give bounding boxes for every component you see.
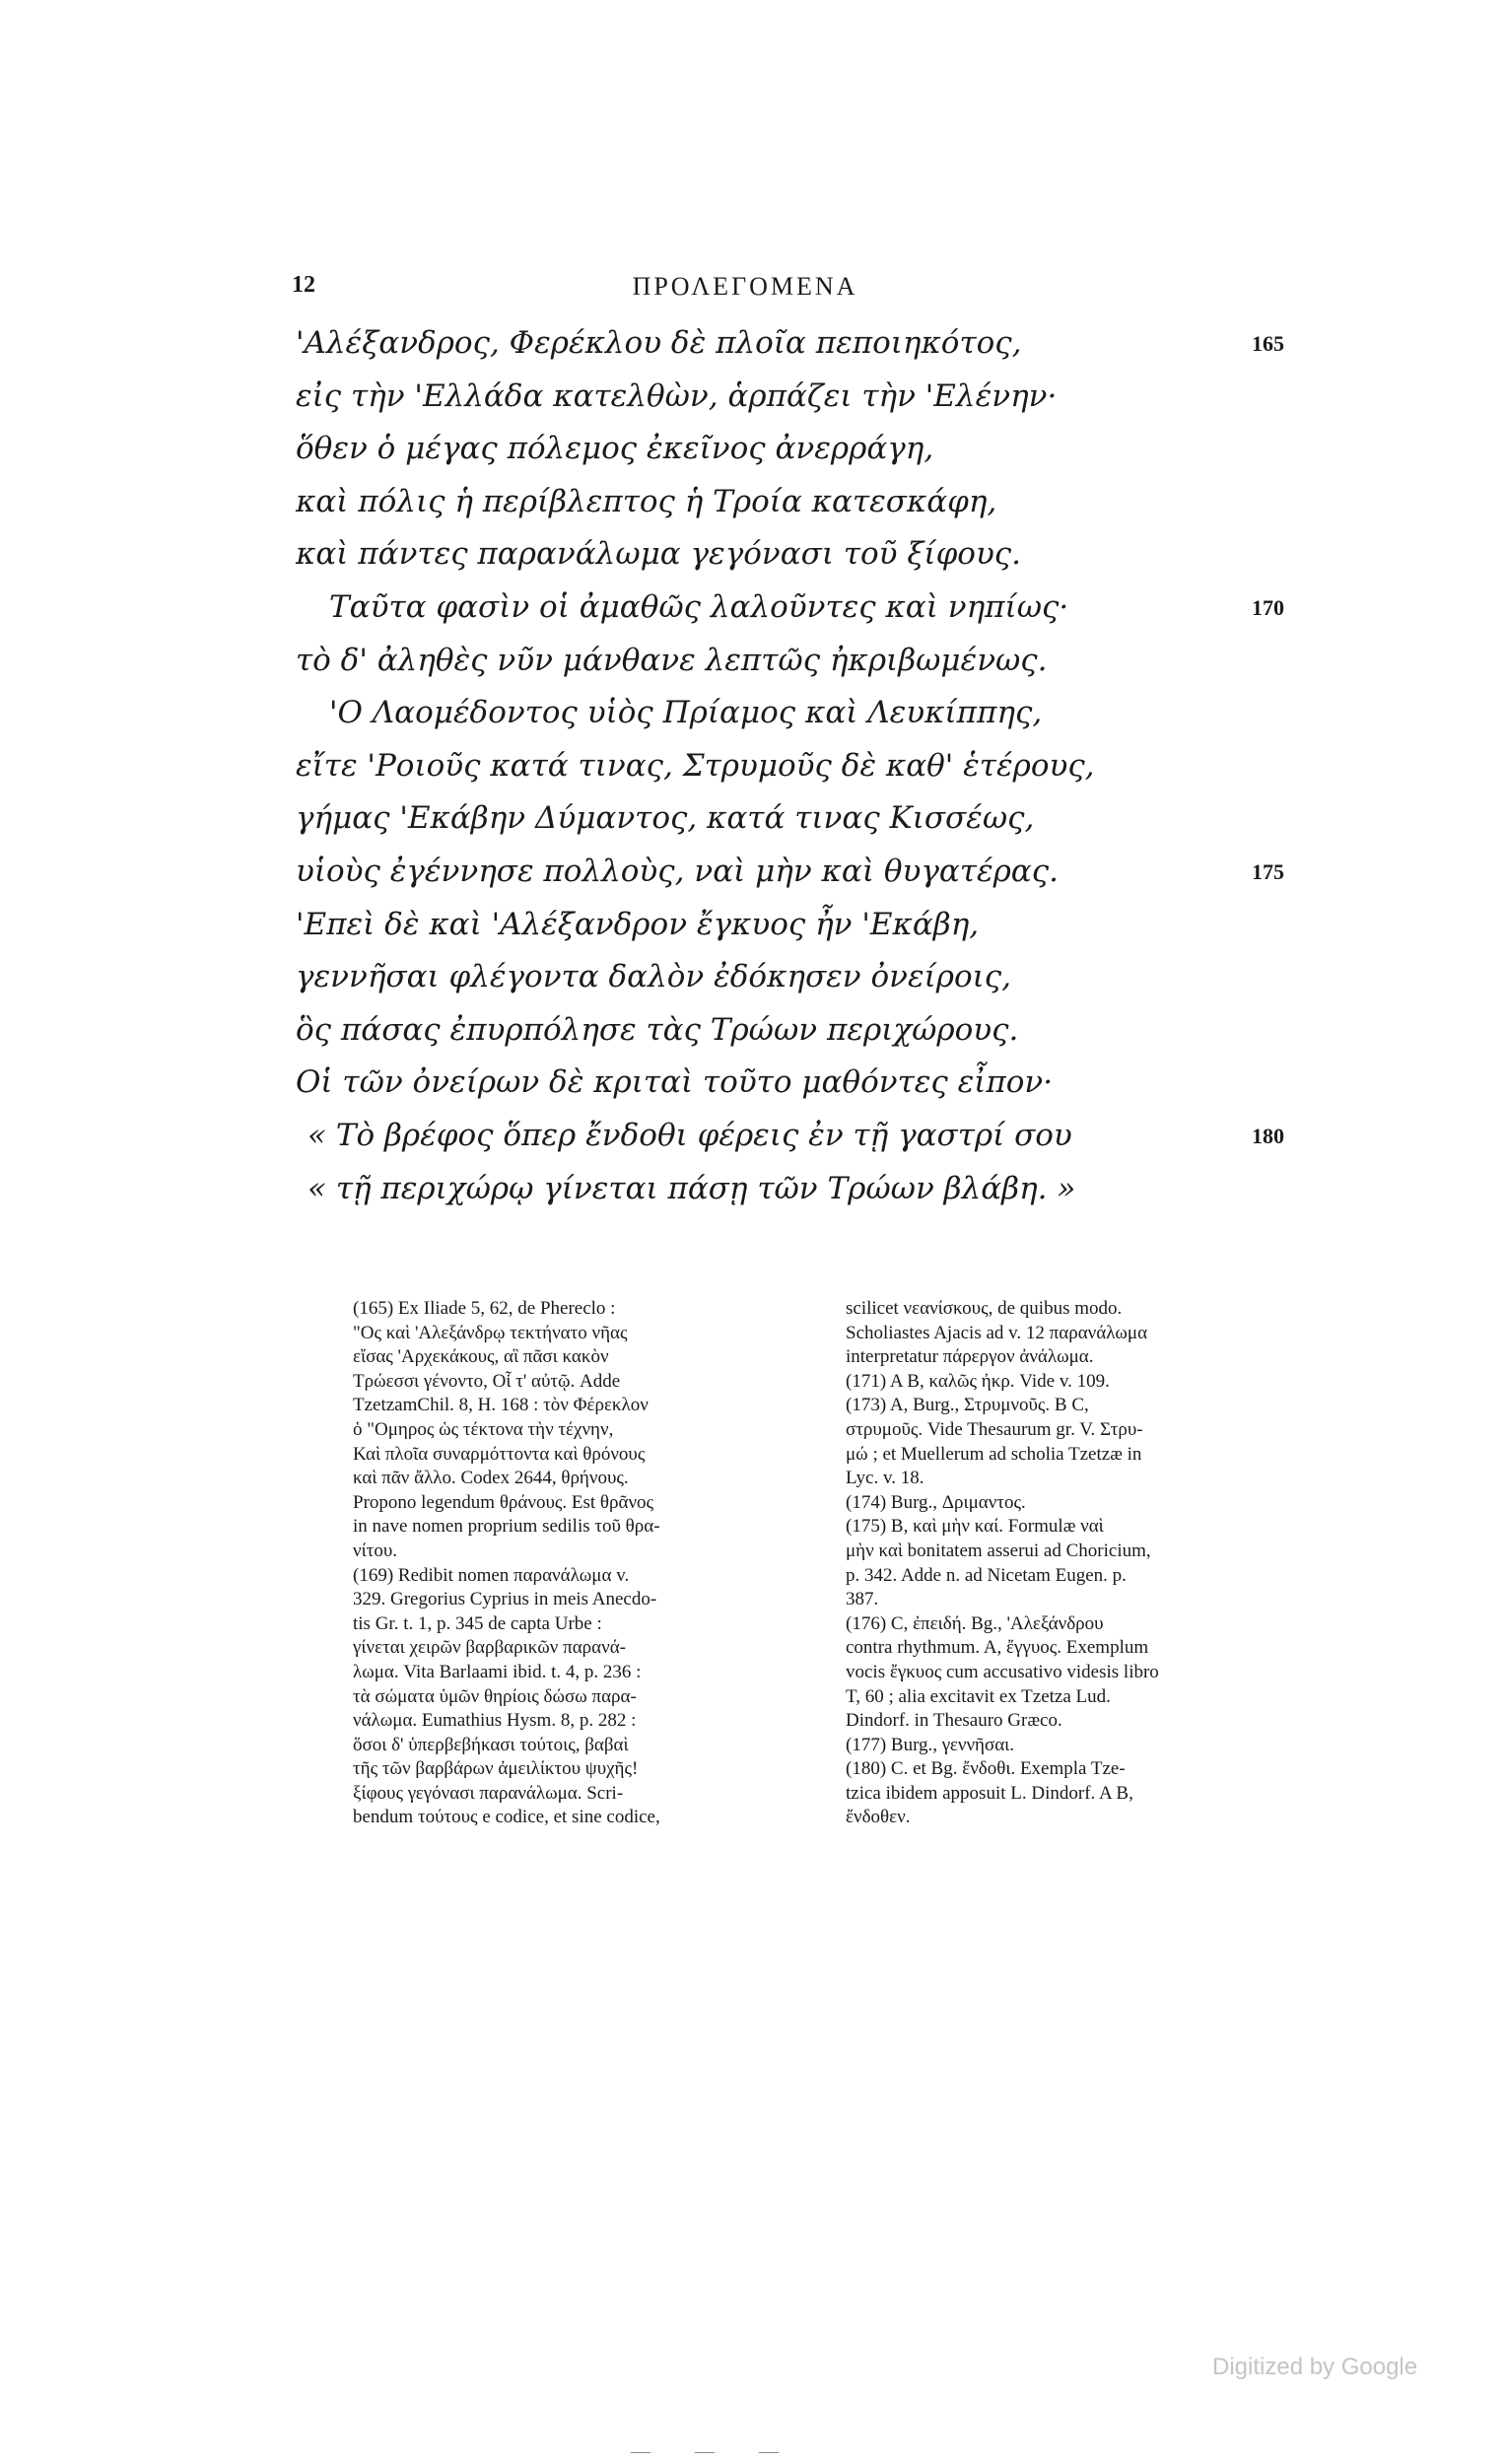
footnote-line: εἴσας 'Αρχεκάκους, αἳ πᾶσι κακὸν [353,1346,609,1368]
verse-line [296,528,1340,582]
footnote-line: bendum τούτους e codice, et sine codice, [353,1807,660,1828]
footnote-line: (169) Redibit nomen παρανάλωμα v. [353,1564,630,1586]
watermark: Digitized by Google [1212,2354,1418,2380]
footnote-line: (174) Burg., Δριμαντος. [846,1491,1026,1513]
footnote-line: Καὶ πλοῖα συναρμόττοντα καὶ θρόνους [353,1443,646,1465]
footnote-line: 387. [846,1589,879,1610]
footnote-line: (176) C, ἐπειδή. Bg., 'Αλεξάνδρου [846,1612,1104,1634]
footnote-line: "Ος καὶ 'Αλεξάνδρῳ τεκτήνατο νῆας [353,1322,628,1343]
footnote-line: (175) B, καὶ μὴν καί. Formulæ ναὶ [846,1516,1104,1538]
footnote-line: (171) A B, καλῶς ἠκρ. Vide v. 109. [846,1370,1110,1392]
footnote-line: scilicet νεανίσκους, de quibus modo. [846,1298,1123,1319]
verse-text: γεννῆσαι φλέγοντα δαλὸν ἐδόκησεν ὀνείροις, [296,959,1012,995]
footnote-line: γίνεται χειρῶν βαρβαρικῶν παρανά- [353,1637,626,1659]
verse-text: 'Ο Λαομέδοντος υἱὸς Πρίαμος καὶ Λευκίππης, [329,695,1043,731]
verse-text: 'Επεὶ δὲ καὶ 'Αλέξανδρον ἔγκυος ἦν 'Εκάβη, [296,906,980,942]
footnote-line: interpretatur πάρεργον ἀνάλωμα. [846,1346,1094,1368]
page-bottom-marks: — — — [631,2440,798,2462]
verse-text: ὅθεν ὁ μέγας πόλεμος ἐκεῖνος ἀνερράγη, [296,431,934,467]
footnote-line: Τρώεσσι γένοντο, Οἷ τ' αὐτῷ. Adde [353,1370,621,1392]
verse-line [296,792,1340,846]
footnote-line: (180) C. et Bg. ἔνδοθι. Exempla Tze- [846,1758,1126,1780]
footnote-line: μὴν καὶ bonitatem asserui ad Choricium, [846,1540,1151,1561]
footnote-line: vocis ἔγκυος cum accusativo videsis libro [846,1661,1159,1682]
verse-text: 'Αλέξανδρος, Φερέκλου δὲ πλοῖα πεποιηκότος, [296,325,1022,361]
footnote-line: ξίφους γεγόνασι παρανάλωμα. Scri- [353,1782,624,1804]
footnote-line: ὅσοι δ' ὑπερβεβήκασι τούτοις, βαβαὶ [353,1734,629,1755]
verse-text: εἴτε 'Ροιοῦς κατά τινας, Στρυμοῦς δὲ καθ' ἑτέρους, [296,747,1095,784]
footnote-line: contra rhythmum. A, ἔγγυος. Exemplum [846,1637,1149,1659]
footnote-line: μώ ; et Muellerum ad scholia Tzetzæ in [846,1443,1142,1465]
verse-line [296,846,1340,899]
footnote-line: ὁ "Ομηρος ὡς τέκτονα τὴν τέχνην, [353,1418,614,1440]
verse-text: καὶ πάντες παρανάλωμα γεγόνασι τοῦ ξίφους. [296,536,1022,573]
line-number: 180 [1252,1123,1284,1148]
footnote-line: νάλωμα. Eumathius Hysm. 8, p. 282 : [353,1710,637,1732]
verse-line [296,371,1340,424]
line-number: 175 [1252,858,1284,884]
footnote-line: στρυμοῦς. Vide Thesaurum gr. V. Στρυ- [846,1418,1143,1440]
verse-text: « Τὸ βρέφος ὅπερ ἔνδοθι φέρεις ἐν τῇ γαστρί σου [308,1117,1072,1153]
verse-line [296,1004,1340,1058]
verse-text: « τῇ περιχώρῳ γίνεται πάσῃ τῶν Τρώων βλάβη. » [308,1170,1076,1206]
footnote-line: tis Gr. t. 1, p. 345 de capta Urbe : [353,1612,602,1634]
footnote-line: TzetzamChil. 8, H. 168 : τὸν Φέρεκλον [353,1395,649,1416]
verse-line [296,635,1340,688]
verse-line [296,740,1340,793]
footnote-line: Propono legendum θράνους. Est θρᾶνος [353,1491,654,1513]
verse-block [296,317,1340,1215]
footnotes-right-column [846,1297,1299,1830]
footnote-line: 329. Gregorius Cyprius in meis Anecdo- [353,1589,657,1610]
verse-text: Οἱ τῶν ὀνείρων δὲ κριταὶ τοῦτο μαθόντες εἶπον· [296,1064,1054,1101]
verse-text: καὶ πόλις ἡ περίβλεπτος ἡ Τροία κατεσκάφη, [296,483,997,519]
verse-line [296,1110,1340,1163]
verse-line [296,423,1340,476]
footnote-line: τῆς τῶν βαρβάρων ἀμειλίκτου ψυχῆς! [353,1758,639,1780]
verse-line [296,1163,1340,1216]
verse-line [296,582,1340,635]
footnotes-left-column [353,1297,806,1830]
verse-line [296,899,1340,952]
footnote-line: Scholiastes Ajacis ad v. 12 παρανάλωμα [846,1322,1148,1343]
line-number: 170 [1252,594,1284,620]
page-header [292,272,1198,308]
footnote-line: Dindorf. in Thesauro Græco. [846,1710,1062,1732]
footnote-line: ἔνδοθεν. [846,1807,911,1828]
running-title: ΠΡΟΛΕΓΟΜΕΝΑ [632,272,858,301]
footnote-line: (165) Ex Iliade 5, 62, de Phereclo : [353,1298,616,1319]
footnote-line: νίτου. [353,1540,397,1561]
page-number: 12 [292,272,315,298]
verse-line [296,476,1340,529]
footnote-line: in nave nomen proprium sedilis τοῦ θρα- [353,1516,660,1538]
verse-line [296,951,1340,1004]
line-number: 165 [1252,331,1284,356]
verse-text: υἱοὺς ἐγέννησε πολλοὺς, ναὶ μὴν καὶ θυγατέρας. [296,853,1059,889]
footnote-line: τὰ σώματα ὑμῶν θηρίοις δώσω παρα- [353,1685,637,1707]
footnote-line: Lyc. v. 18. [846,1468,924,1489]
verse-text: εἰς τὴν 'Ελλάδα κατελθὼν, ἁρπάζει τὴν 'Ελένην· [296,377,1058,414]
verse-text: τὸ δ' ἀληθὲς νῦν μάνθανε λεπτῶς ἠκριβωμένως. [296,642,1048,678]
footnote-line: p. 342. Adde n. ad Nicetam Eugen. p. [846,1564,1127,1586]
verse-line [296,1057,1340,1110]
verse-text: γήμας 'Εκάβην Δύμαντος, κατά τινας Κισσέως, [296,800,1035,837]
verse-line [296,317,1340,371]
footnote-line: λωμα. Vita Barlaami ibid. t. 4, p. 236 : [353,1661,642,1682]
footnote-line: tzica ibidem apposuit L. Dindorf. A B, [846,1782,1133,1804]
verse-line [296,687,1340,740]
footnote-line: (177) Burg., γεννῆσαι. [846,1734,1015,1755]
footnote-line: (173) A, Burg., Στρυμνοῦς. B C, [846,1395,1089,1416]
footnote-line: T, 60 ; alia excitavit ex Tzetza Lud. [846,1685,1111,1707]
footnote-line: καὶ πᾶν ἄλλο. Codex 2644, θρήνους. [353,1468,629,1489]
verse-text: ὃς πάσας ἐπυρπόλησε τὰς Τρώων περιχώρους. [296,1011,1019,1048]
verse-text: Ταῦτα φασὶν οἱ ἀμαθῶς λαλοῦντες καὶ νηπίως· [329,588,1069,625]
